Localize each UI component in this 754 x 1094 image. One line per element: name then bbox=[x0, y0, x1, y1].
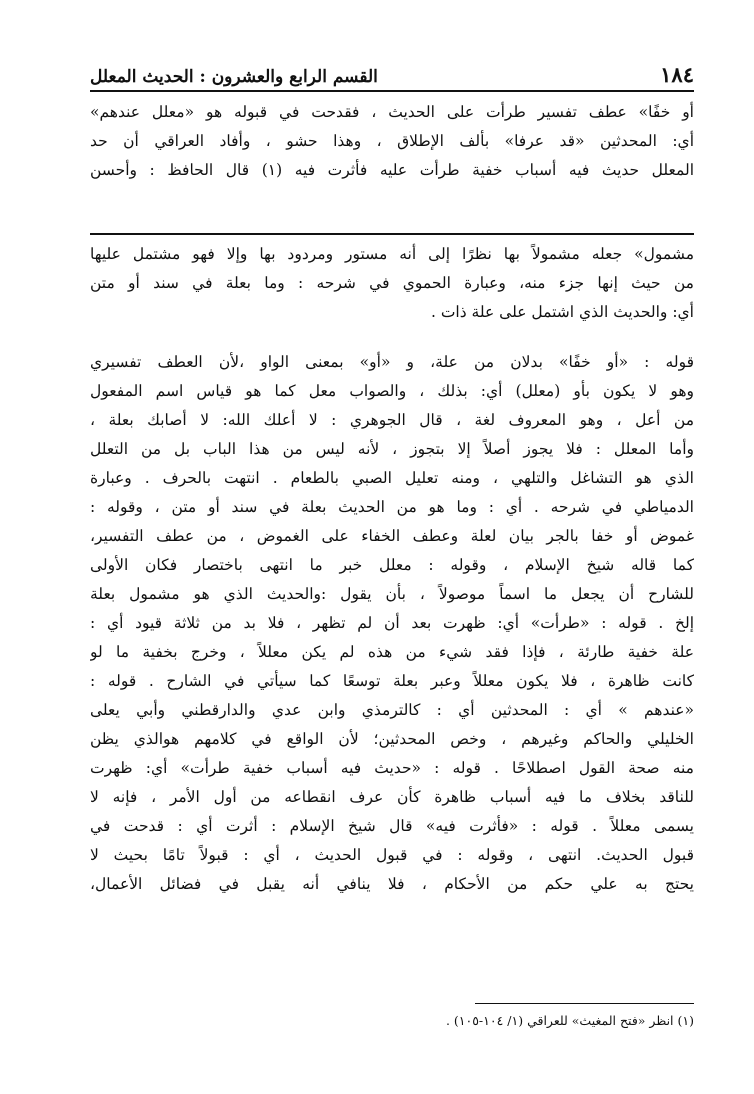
commentary-line: غموض أو خفا بالجر بيان لعلة وعطف الخفاء على الغموض ، من عطف التفسير، bbox=[90, 527, 694, 545]
running-head: القسم الرابع والعشرون : الحديث المعلل bbox=[90, 67, 378, 87]
commentary-line: قبول الحديث. انتهى ، وقوله : في قبول الحديث ، أي : قبولاً تامًا بحيث لا bbox=[90, 846, 694, 864]
commentary-line: إلخ . قوله : «طرأت» أي: ظهرت بعد أن لم تظهر ، فلا بد من ثلاثة قيود أي : bbox=[90, 614, 694, 632]
commentary-line: الخليلي والحاكم وغيرهم ، وخص المحدثين؛ لأن الواقع في كلامهم هوالذي يظن bbox=[90, 730, 694, 748]
commentary-line: منه صحة القول اصطلاحًا . قوله : «حديث فيه أسباب خفية طرأت» أي: ظهرت bbox=[90, 759, 694, 777]
section-divider bbox=[90, 233, 694, 235]
page-number: ١٨٤ bbox=[660, 62, 694, 87]
commentary-line: يحتج به علي حكم من الأحكام ، فلا ينافي أنه يقبل في فضائل الأعمال، bbox=[90, 875, 694, 893]
commentary-paragraph-1 bbox=[90, 240, 694, 327]
main-text-block bbox=[90, 98, 694, 185]
commentary-line: كانت ظاهرة ، فلا يكون معللاً وعبر بعلة توسعًا كما سيأتي في الشارح . قوله : bbox=[90, 672, 694, 690]
commentary-line: مشمول» جعله مشمولاً بها نظرًا إلى أنه مستور ومردود بها وإلا فهو مشتمل عليها bbox=[90, 245, 694, 263]
commentary-line: أي: والحديث الذي اشتمل على علة ذات . bbox=[430, 303, 694, 321]
commentary-paragraph-2 bbox=[90, 348, 694, 899]
commentary-line: «عندهم » أي : المحدثين أي : كالترمذي وابن عدي والدارقطني وأبي يعلى bbox=[90, 701, 694, 719]
commentary-line: للناقد بخلاف ما فيه أسباب ظاهرة كأن عرف انقطاعه من أول الأمر ، فإنه لا bbox=[90, 788, 694, 806]
footnote-rule bbox=[475, 1003, 694, 1004]
commentary-line: للشارح أن يجعل ما اسماً موصولاً ، بأن يقول :والحديث الذي هو مشمول بعلة bbox=[90, 585, 694, 603]
commentary-line: وأما المعلل : فلا يجوز أصلاً إلا بتجوز ، لأنه ليس من هذا الباب بل من التعلل bbox=[90, 440, 694, 458]
main-text-line: أو خفًا» عطف تفسير طرأت على الحديث ، فقدحت في قبوله هو «معلل عندهم» bbox=[90, 103, 694, 121]
commentary-line: الدمياطي في شرحه . أي : وما هو من الحديث بعلة في سند أو متن ، وقوله : bbox=[90, 498, 694, 516]
commentary-line: من حيث إنها جزء منه، وعبارة الحموي في شرحه : وما بعلة في سند أو متن bbox=[90, 274, 694, 292]
commentary-line: قوله : «أو خفًا» بدلان من علة، و «أو» بمعنى الواو ،لأن العطف تفسيري bbox=[90, 353, 694, 371]
commentary-line: من أعل ، وهو المعروف لغة ، قال الجوهري : لا أعلك الله: لا أصابك بعلة ، bbox=[90, 411, 694, 429]
commentary-line: وهو لا يكون بأو (معلل) أي: بذلك ، والصواب معل كما هو قياس اسم المفعول bbox=[90, 382, 694, 400]
commentary-line: علة خفية طارئة ، فإذا فقد شيء من هذه لم يكن معللاً ، وخرج بخفية ما لو bbox=[90, 643, 694, 661]
commentary-line: الذي هو التشاغل والتلهي ، ومنه تعليل الصبي بالطعام . انتهت بالحرف . وعبارة bbox=[90, 469, 694, 487]
page-header bbox=[90, 55, 694, 87]
commentary-line: كما قاله شيخ الإسلام ، وقوله : معلل خبر ما انتهى باختصار فكان الأولى bbox=[90, 556, 694, 574]
footnote: (١) انظر «فتح المغيث» للعراقي (١/ ١٠٤-١٠٥) . bbox=[445, 1013, 694, 1028]
commentary-line: يسمى معللاً . قوله : «فأثرت فيه» قال شيخ الإسلام : أثرت أي : قدحت في bbox=[90, 817, 694, 835]
header-rule bbox=[90, 90, 694, 92]
main-text-line: أي: المحدثين «قد عرفا» بألف الإطلاق ، وهذا حشو ، وأفاد العراقي أن حد bbox=[90, 132, 694, 150]
main-text-line: المعلل حديث فيه أسباب خفية طرأت عليه فأثرت فيه (١) قال الحافظ : وأحسن bbox=[90, 161, 694, 179]
